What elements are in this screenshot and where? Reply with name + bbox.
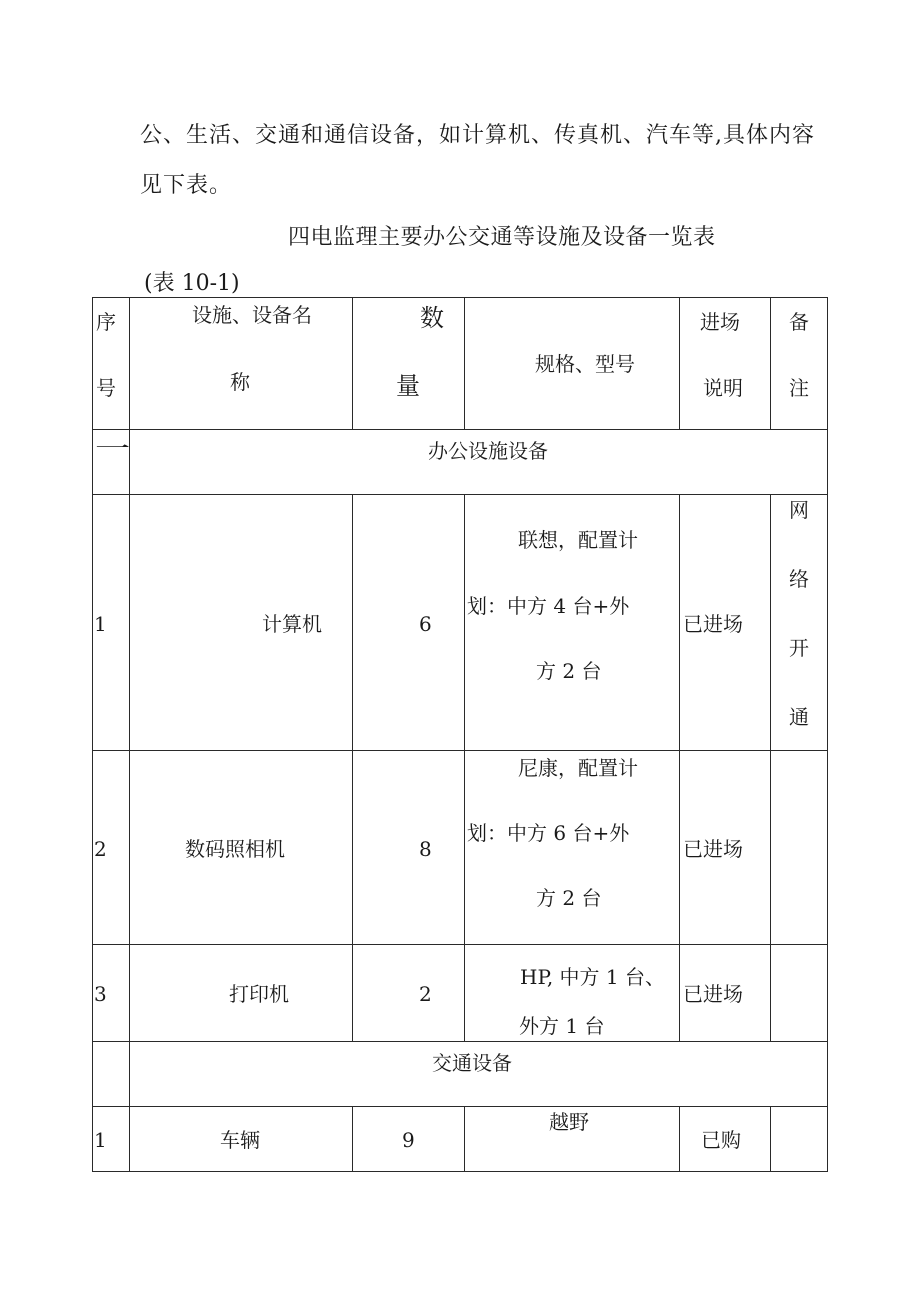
row-note: 网 [789,498,809,522]
table-row-divider [92,494,828,495]
column-divider-spec [679,1106,680,1172]
row-qty: 6 [419,612,432,636]
header-entry: 进场 [700,310,740,334]
table-border-left [92,297,93,1172]
header-entry: 说明 [703,376,743,400]
row-entry: 已进场 [683,837,743,861]
row-name: 计算机 [262,612,322,636]
row-spec: 划：中方 6 台+外 [467,821,630,845]
column-divider-name [352,494,353,1042]
column-divider-spec [679,494,680,1042]
row-note: 络 [789,567,809,591]
table-row-divider [92,944,828,945]
column-divider-qty [464,1106,465,1172]
row-note: 开 [789,636,809,660]
column-divider-qty [464,494,465,1042]
header-spec: 规格、型号 [535,352,635,376]
column-divider-spec [679,297,680,430]
section-seq: 一 [95,437,131,462]
section-title: 办公设施设备 [428,439,548,463]
row-note: 通 [789,705,809,729]
row-qty: 2 [419,982,432,1006]
column-divider-entry [770,494,771,1042]
row-spec: 外方 1 台 [519,1014,605,1038]
section-title: 交通设备 [432,1051,512,1075]
column-divider-name [352,1106,353,1172]
table-row-divider [92,1041,828,1042]
header-qty: 量 [396,372,420,400]
header-note: 备 [789,310,809,334]
column-divider-qty [464,297,465,430]
row-qty: 9 [402,1128,415,1152]
column-divider-entry [770,1106,771,1172]
row-name: 车辆 [220,1128,260,1152]
table-number: (表 10-1) [144,271,240,296]
column-divider-name [352,297,353,430]
row-spec: 划：中方 4 台+外 [467,594,630,618]
row-seq: 1 [94,1128,107,1152]
row-seq: 1 [94,612,107,636]
table-border-right [827,297,828,1172]
table-row-divider [92,750,828,751]
header-qty: 数 [420,304,444,332]
row-spec: 尼康，配置计 [518,756,638,780]
row-spec: 方 2 台 [536,659,602,683]
row-qty: 8 [419,837,432,861]
row-entry: 已进场 [683,612,743,636]
column-divider-seq [129,297,130,1172]
row-spec: HP, 中方 1 台、 [520,965,665,989]
row-name: 数码照相机 [185,837,285,861]
header-name: 称 [230,370,250,394]
row-seq: 2 [94,837,107,861]
table-title: 四电监理主要办公交通等设施及设备一览表 [288,225,716,250]
row-spec: 方 2 台 [536,886,602,910]
header-name: 设施、设备名 [192,303,312,327]
header-note: 注 [789,376,809,400]
table-border-top [92,297,828,298]
row-spec: 联想，配置计 [518,528,638,552]
column-divider-entry [770,297,771,430]
header-seq: 序 [96,310,116,334]
row-name: 打印机 [229,982,289,1006]
table-header-divider [92,429,828,430]
paragraph-line-1: 公、生活、交通和通信设备，如计算机、传真机、汽车等,具体内容 [140,123,815,148]
table-border-bottom [92,1171,828,1172]
header-seq: 号 [96,376,116,400]
paragraph-line-2: 见下表。 [140,173,233,198]
row-entry: 已进场 [683,982,743,1006]
row-entry: 已购 [701,1128,741,1152]
row-spec: 越野 [549,1110,589,1134]
row-seq: 3 [94,982,107,1006]
table-row-divider [92,1106,828,1107]
